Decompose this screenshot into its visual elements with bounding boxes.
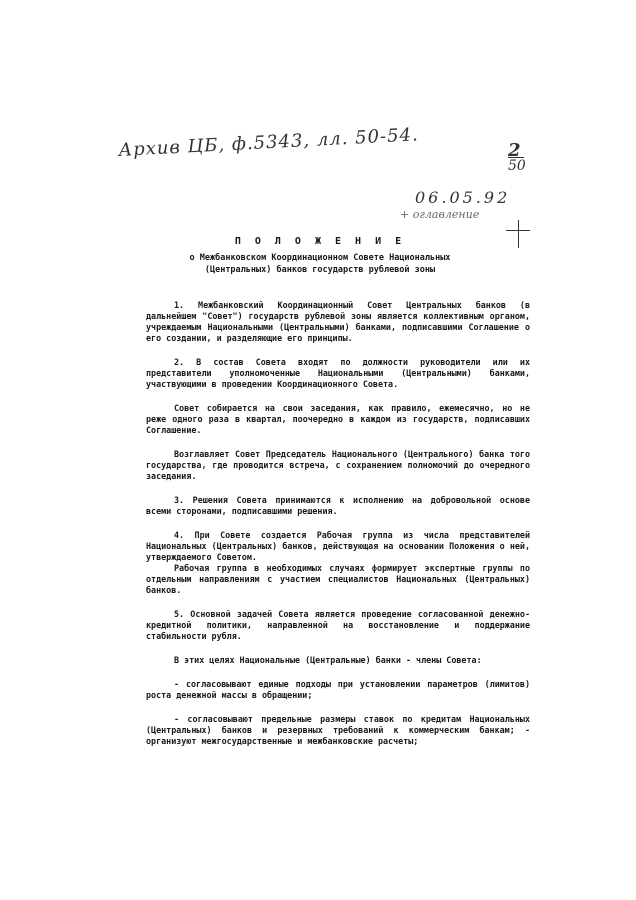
paragraph-2: 2. В состав Совета входят по должности руководители или их представители уполномоченные Национальными (Центральными) банками, участвующими в проведении Координационного Совета. [146, 357, 530, 389]
plus-mark-icon [506, 220, 530, 248]
paragraph-3: Совет собирается на свои заседания, как правило, ежемесячно, но не реже одного раза в квартал, поочередно в каждом из государств, подписавших Соглашение. [146, 403, 530, 435]
paragraph-5: 3. Решения Совета принимаются к исполнению на добровольной основе всеми сторонами, подписавшими решения. [146, 495, 530, 516]
paragraph-8: 5. Основной задачей Совета является проведение согласованной денежно-кредитной политики, направленной на восстановление и поддержание стабильности рубля. [146, 609, 530, 641]
handwritten-note: + оглавление [400, 208, 480, 221]
paragraph-6: 4. При Совете создается Рабочая группа из числа представителей Национальных (Центральных) банков, действующая на основании Положения о ней, утверждаемого Советом. [146, 530, 530, 562]
subtitle-line-1: о Межбанковском Координационном Совете Национальных [189, 253, 451, 263]
subtitle-line-2: (Центральных) банков государств рублевой зоны [204, 265, 436, 275]
paragraph-7: Рабочая группа в необходимых случаях формирует экспертные группы по отдельным направлениям с участием специалистов Национальных (Центральных) банков. [146, 563, 530, 595]
handwritten-date: 06.05.92 [415, 188, 511, 207]
paragraph-4: Возглавляет Совет Председатель Национального (Центрального) банка того государства, где проводится встреча, с сохранением полномочий до очередного заседания. [146, 449, 530, 481]
document-body [146, 300, 530, 760]
paragraph-10: - согласовывают единые подходы при установлении параметров (лимитов) роста денежной массы в обращении; [146, 679, 530, 700]
paragraph-1: 1. Межбанковский Координационный Совет Центральных банков (в дальнейшем "Совет") государств рублевой зоны является коллективным органом, учреждаемым Национальными (Центральными) банками, подписавшими Соглашение о его создании, и разделяющие его принципы. [146, 300, 530, 343]
document-title: П О Л О Ж Е Н И Е [234, 236, 406, 247]
document-subtitle [150, 252, 490, 276]
paragraph-11: - согласовывают предельные размеры ставок по кредитам Национальных (Центральных) банков и резервных требований к коммерческим банкам; - организуют межгосударственные и межбанковские расчеты; [146, 714, 530, 746]
handwritten-archive-reference: Архив ЦБ, ф.5343, лл. 50-54. [118, 124, 420, 161]
handwritten-page-number-bottom: 50 [508, 158, 526, 174]
handwritten-page-number-top: 2 [508, 140, 521, 161]
paragraph-9: В этих целях Национальные (Центральные) банки - члены Совета: [174, 655, 482, 665]
